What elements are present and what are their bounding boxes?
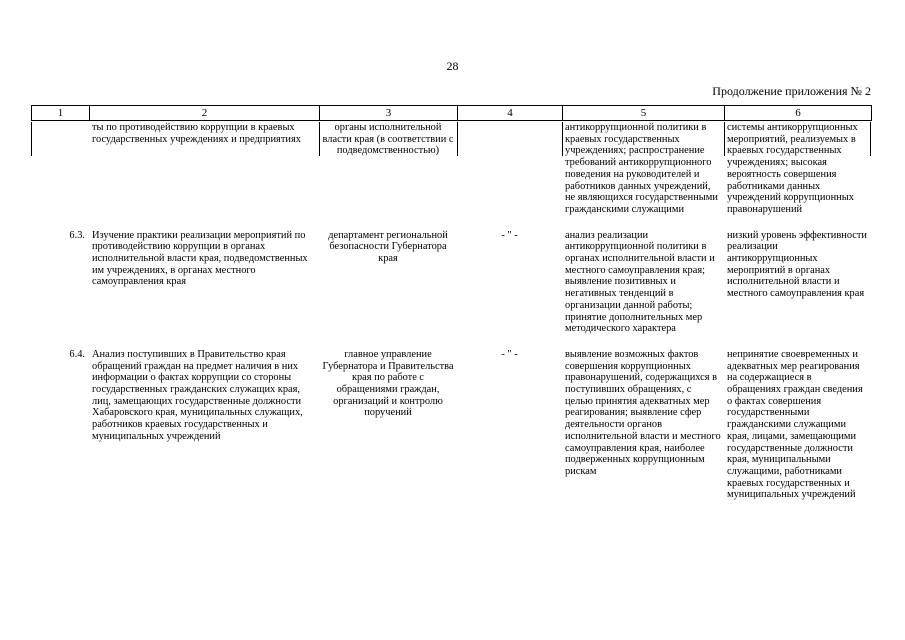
table-row <box>31 122 871 216</box>
column-header-1: 1 <box>32 106 90 121</box>
term-text: - " - <box>501 229 518 241</box>
executor-text: департамент региональной безопасности Губернатора края <box>328 229 448 265</box>
measures-table <box>31 122 871 501</box>
column-header-4: 4 <box>458 106 563 121</box>
term-text: - " - <box>501 348 518 360</box>
risk-text: низкий уровень эффективности реализации антикоррупционных мероприятий в органах исполнительной власти и местного самоуправления края <box>727 229 867 300</box>
risk-text: непринятие своевременных и адекватных мер реагирования на содержащиеся в обращениях граждан сведения о фактах совершения государственными гражданскими служащими края, лицами, замещающими государственные должности края, муниципальными служащими, работниками краевых государственных и муниципальных учреждений <box>727 348 863 501</box>
result-text: антикоррупционной политики в краевых государственных учреждениях; распространение требований антикоррупционного поведения на руководителей и работников данных учреждений, не являющихся государственными гражданскими служащими <box>565 122 718 215</box>
result-text: анализ реализации антикоррупционной политики в органах исполнительной власти и местного самоуправления края; выявление позитивных и негативных тенденций в организации данной работы; принятие дополнительных мер методического характера <box>565 229 715 335</box>
column-header-2: 2 <box>90 106 320 121</box>
row-number: 6.3. <box>69 229 85 241</box>
result-text: выявление возможных фактов совершения коррупционных правонарушений, содержащихся в поступивших обращениях, с целью принятия адекватных мер реагирования; выявление сфер деятельности органов исполнительной власти и местного самоуправления края, наиболее подверженных коррупционным рискам <box>565 348 721 477</box>
measure-text: Изучение практики реализации мероприятий по противодействию коррупции в органах исполнительной власти края, подведомственных им учреждениях, в органах местного самоуправления края <box>92 229 308 288</box>
column-header-3: 3 <box>320 106 458 121</box>
column-header-6: 6 <box>725 106 872 121</box>
risk-text: системы антикоррупционных мероприятий, реализуемых в краевых государственных учреждениях; высокая вероятность совершения работниками данных учреждений коррупционных правонарушений <box>727 122 858 215</box>
column-header-5: 5 <box>563 106 725 121</box>
table-row <box>31 230 871 335</box>
continuation-label: Продолжение приложения № 2 <box>712 84 871 98</box>
table-row <box>31 349 871 501</box>
row-number <box>31 122 89 216</box>
executor-text: органы исполнительной власти края (в соответствии с подведомственностью) <box>322 122 454 157</box>
term-text <box>457 122 562 216</box>
column-header-row <box>31 105 872 121</box>
page-number: 28 <box>446 59 459 73</box>
executor-text: главное управление Губернатора и Правительства края по работе с обращениями граждан, организаций и контролю поручений <box>322 348 454 419</box>
measure-text: Анализ поступивших в Правительство края обращений граждан на предмет наличия в них информации о фактах коррупции со стороны государственных гражданских служащих края, лиц, замещающих государственные должности Хабаровского края, муниципальных служащих, работников краевых государственных и муниципальных учреждений <box>92 348 303 442</box>
measure-text: ты по противодействию коррупции в краевых государственных учреждениях и предприятиях <box>92 122 301 145</box>
row-number: 6.4. <box>69 348 85 360</box>
